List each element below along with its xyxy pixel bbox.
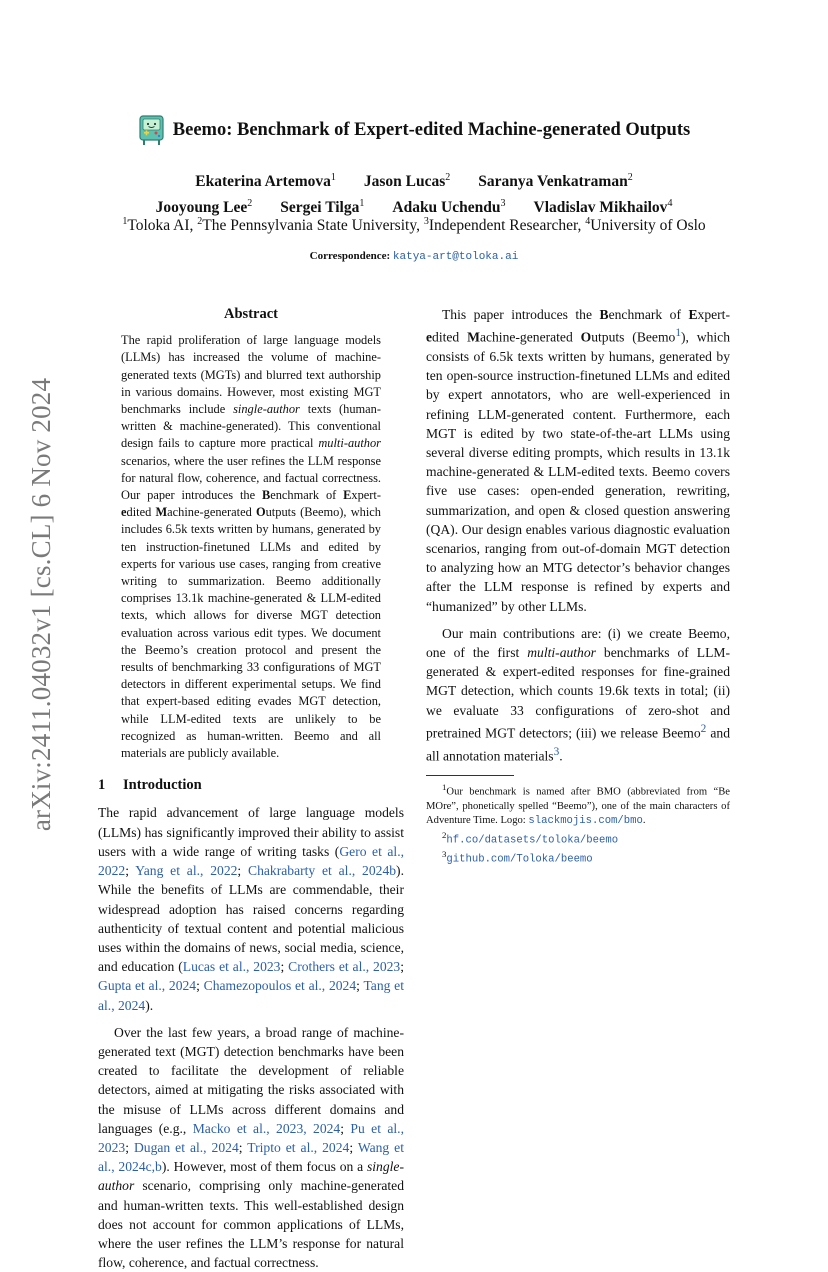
citation-link[interactable]: Macko et al., 2023, 2024	[192, 1120, 341, 1136]
author: Vladislav Mikhailov$^4$	[533, 198, 673, 217]
title-row	[0, 114, 828, 146]
arxiv-sidebar	[22, 368, 62, 840]
citation-link[interactable]: Wang et al., 2024c,b	[98, 1139, 404, 1175]
citation-link[interactable]: Chakrabarty et al., 2024b	[248, 863, 397, 879]
footnote-1: $^1$Our benchmark is named after BMO (abbreviated from “Be MOre”, phonetically spelled “Beemo”), one of the main characters of Adventure Time. Logo: slackmojis.com/bmo.	[426, 782, 730, 827]
footnote-ref[interactable]: 1	[675, 327, 681, 340]
author-row-1	[0, 167, 828, 193]
citation-link[interactable]: Yang et al., 2022	[135, 863, 238, 879]
left-column	[98, 305, 404, 1272]
intro-paragraph-2-start: Over the last few years, a broad range of machine-generated text (MGT) detection benchmarks have been created to facilitate the development of reliable detectors, aimed at mitigating the risks associated with the misuse of LLMs across different domains and languages (e.g., Macko et al., 2023, 2024; Pu et al., 2023; Dugan et al., 2024; Tripto et al., 2024; Wang et al., 2024c,b). However, most of them focus on a single-author scenario, comprising only machine-generated and human-written texts. This well-established design does not account for common applications of LLMs, where the user refines the LLM’s response for natural flow, coherence, and factual correctness.	[98, 1024, 404, 1271]
abstract-heading: Abstract	[224, 306, 278, 322]
correspondence-email-link[interactable]: katya-art@toloka.ai	[392, 251, 519, 263]
citation-link[interactable]: Dugan et al., 2024	[133, 1139, 239, 1155]
correspondence	[0, 250, 828, 263]
correspondence-label: Correspondence:	[309, 250, 391, 262]
author: Saranya Venkatraman$^2$	[478, 172, 633, 191]
intro-paragraph-3: This paper introduces the Benchmark of Expert-edited Machine-generated Outputs (Beemo$^1$), which consists of 6.5k texts written by humans, generated by ten open-source instruction-finetuned LLMs and edited by expert annotators, who are well-experienced in refining LLM-generated content. Furthermore, each MGT is edited by two state-of-the-art LLMs using several diverse editing prompts, which results in 13.1k machine-generated & LLM-edited texts. Beemo covers five use cases: open-ended generation, rewriting, summarization, and open & closed question answering (QA). Our design enables various diagnostic evaluation scenarios, ranging from out-of-domain MGT detection to analyzing how an MTG detector’s behavior changes after the LLM response is refined by experts and “humanized” by other LLMs.	[426, 307, 730, 614]
intro-paragraph-1: The rapid advancement of large language models (LLMs) has significantly improved their ability to assist users with a wide range of writing tasks (Gero et al., 2022; Yang et al., 2022; Chakrabarty et al., 2024b). While the benefits of LLMs are commendable, their widespread adoption has raised concerns regarding authenticity of textual content and potential malicious uses within the domains of news, social media, science, and education (Lucas et al., 2023; Crothers et al., 2023; Gupta et al., 2024; Chamezopoulos et al., 2024; Tang et al., 2024).	[98, 805, 405, 1013]
author: Jooyoung Lee$^2$	[155, 198, 253, 217]
citation-link[interactable]: Tang et al., 2024	[98, 978, 404, 1013]
author: Jason Lucas$^2$	[363, 172, 451, 191]
footnotes	[426, 780, 730, 867]
abstract-text: The rapid proliferation of large language models (LLMs) has increased the volume of machine-generated texts (MGTs) and blurred text authorship in various domains. However, most existing MGT benchmarks include single-author texts (human-written & machine-generated). This conventional design fails to capture more practical multi-author scenarios, where the user refines the LLM response for natural flow, coherence, and factual correctness. Our paper introduces the Benchmark of Expert-edited Machine-generated Outputs (Beemo), which includes 6.5k texts written by humans, generated by ten instruction-finetuned LLMs and edited by experts for various use cases, ranging from creative writing to summarization. Beemo additionally comprises 13.1k machine-generated & LLM-edited texts, which allows for diverse MGT detection evaluation across various edit types. We document the Beemo’s creation protocol and present the results of benchmarking 33 configurations of MGT detectors in different experimental setups. We find that expert-based editing evades MGT detection, while LLM-edited texts are unlikely to be recognized as human-written. Beemo and all materials are publicly available.	[121, 333, 381, 761]
footnote-link[interactable]: github.com/Toloka/beemo	[446, 853, 593, 866]
footnote-link[interactable]: hf.co/datasets/toloka/beemo	[446, 834, 619, 847]
paper-title: Beemo: Benchmark of Expert-edited Machine-generated Outputs	[172, 119, 691, 140]
citation-link[interactable]: Gero et al., 2022	[98, 843, 405, 879]
citation-link[interactable]: Crothers et al., 2023	[288, 959, 401, 975]
footnote-2: $^2$hf.co/datasets/toloka/beemo	[442, 829, 619, 847]
footnote-divider	[426, 775, 514, 776]
arxiv-identifier: arXiv:2411.04032v1 [cs.CL] 6 Nov 2024	[26, 377, 57, 831]
footnote-link[interactable]: slackmojis.com/bmo	[528, 814, 643, 827]
affiliations: $^1$Toloka AI, $^2$The Pennsylvania State University, $^3$Independent Researcher, $^4$University of Oslo	[122, 216, 706, 235]
author: Sergei Tilga$^1$	[280, 198, 365, 217]
footnote-ref[interactable]: 2	[700, 722, 707, 735]
intro-paragraph-4: Our main contributions are: (i) we create Beemo, one of the first multi-author benchmarks of LLM-generated & expert-edited responses for fine-grained MGT detection, which counts 19.6k texts in total; (ii) we evaluate 33 configurations of zero-shot and pretrained MGT detectors; (iii) we release Beemo$^2$ and all annotation materials$^3$.	[426, 625, 731, 764]
right-column	[426, 305, 730, 867]
bmo-logo-icon	[138, 115, 165, 146]
citation-link[interactable]: Lucas et al., 2023	[182, 959, 281, 975]
citation-link[interactable]: Gupta et al., 2024	[98, 978, 197, 994]
citation-link[interactable]: Tripto et al., 2024	[247, 1139, 350, 1155]
footnote-ref[interactable]: 3	[553, 745, 560, 758]
citation-link[interactable]: Pu et al., 2023	[98, 1120, 404, 1155]
section-heading-introduction: 1 Introduction	[98, 777, 202, 794]
author-list	[0, 167, 828, 219]
citation-link[interactable]: Chamezopoulos et al., 2024	[203, 978, 357, 994]
footnote-3: $^3$github.com/Toloka/beemo	[442, 849, 593, 866]
author: Ekaterina Artemova$^1$	[195, 172, 336, 191]
author: Adaku Uchendu$^3$	[392, 198, 506, 217]
